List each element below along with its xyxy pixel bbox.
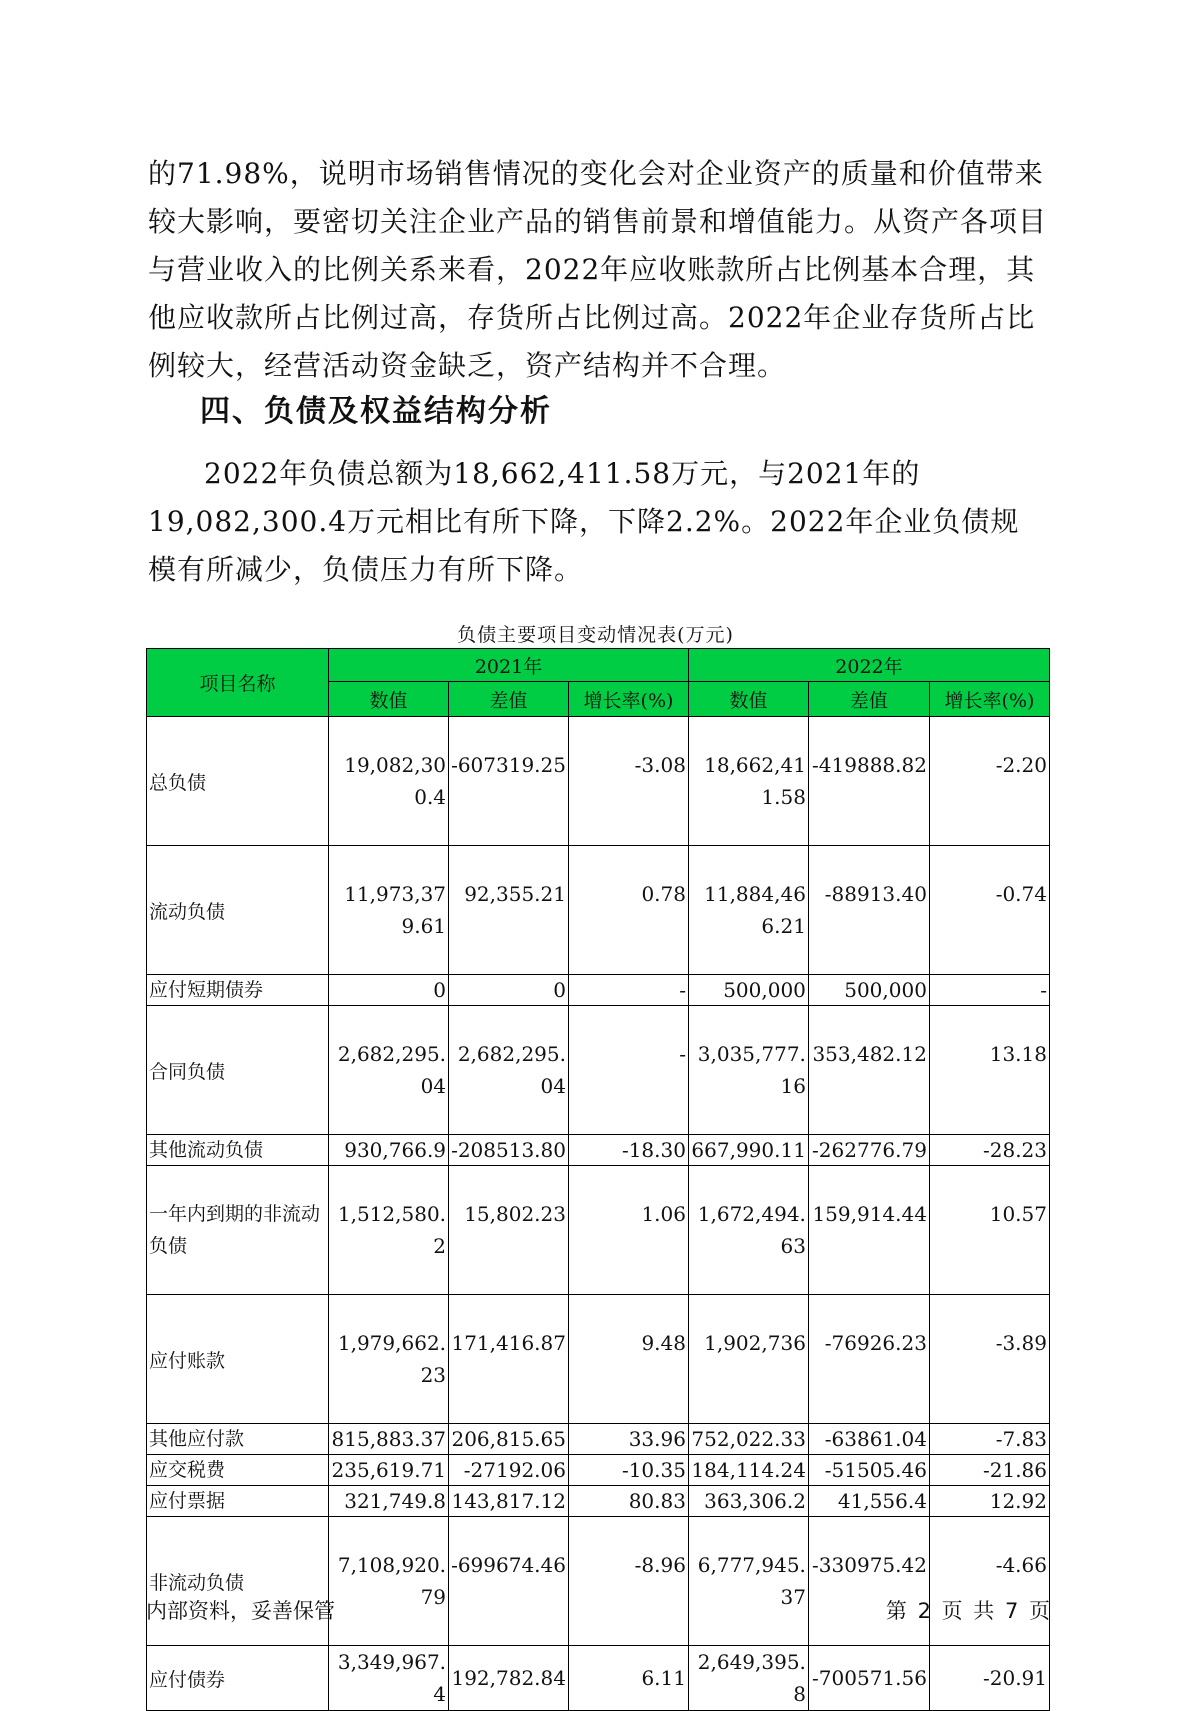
- row-name: 应付票据: [147, 1486, 329, 1517]
- section-heading: 四、负债及权益结构分析: [200, 394, 552, 429]
- table-row: [147, 975, 1050, 1006]
- table-caption: 负债主要项目变动情况表(万元): [457, 624, 734, 646]
- cell-value-2022: 18,662,411.58: [688, 717, 808, 846]
- cell-growth-2022: -4.66: [929, 1517, 1049, 1646]
- cell-growth-2021: 6.11: [568, 1646, 688, 1711]
- cell-diff-2021: 2,682,295.04: [449, 1006, 569, 1135]
- cell-growth-2022: -3.89: [929, 1295, 1049, 1424]
- cell-growth-2021: -18.30: [568, 1135, 688, 1166]
- table-row: [147, 1424, 1050, 1455]
- header-value-2021: 数值: [329, 682, 449, 717]
- cell-value-2021: 3,349,967.4: [329, 1646, 449, 1711]
- header-value-2022: 数值: [688, 682, 808, 717]
- cell-diff-2021: -607319.25: [449, 717, 569, 846]
- header-diff-2021: 差值: [449, 682, 569, 717]
- table-row: [147, 1006, 1050, 1135]
- cell-value-2022: 1,902,736: [688, 1295, 808, 1424]
- row-name: 合同负债: [147, 1006, 329, 1135]
- header-item-name: 项目名称: [147, 649, 329, 717]
- cell-diff-2021: -27192.06: [449, 1455, 569, 1486]
- cell-value-2022: 11,884,466.21: [688, 846, 808, 975]
- cell-value-2021: 815,883.37: [329, 1424, 449, 1455]
- row-name: 应付账款: [147, 1295, 329, 1424]
- cell-diff-2022: -88913.40: [808, 846, 929, 975]
- body-paragraph-2: 2022年负债总额为18,662,411.58万元，与2021年的19,082,300.4万元相比有所下降，下降2.2%。2022年企业负债规模有所减少，负债压力有所下降。: [148, 457, 1020, 586]
- cell-diff-2021: -208513.80: [449, 1135, 569, 1166]
- cell-diff-2022: -262776.79: [808, 1135, 929, 1166]
- row-name: 一年内到期的非流动负债: [147, 1166, 329, 1295]
- row-name: 流动负债: [147, 846, 329, 975]
- cell-value-2021: 235,619.71: [329, 1455, 449, 1486]
- cell-growth-2022: 12.92: [929, 1486, 1049, 1517]
- cell-diff-2021: 192,782.84: [449, 1646, 569, 1711]
- cell-value-2021: 0: [329, 975, 449, 1006]
- row-name: 非流动负债: [147, 1517, 329, 1646]
- cell-value-2022: 667,990.11: [688, 1135, 808, 1166]
- cell-growth-2021: 80.83: [568, 1486, 688, 1517]
- cell-value-2021: 321,749.8: [329, 1486, 449, 1517]
- row-name: 应付债券: [147, 1646, 329, 1711]
- cell-diff-2022: -330975.42: [808, 1517, 929, 1646]
- cell-diff-2021: 15,802.23: [449, 1166, 569, 1295]
- cell-value-2022: 3,035,777.16: [688, 1006, 808, 1135]
- cell-growth-2022: -21.86: [929, 1455, 1049, 1486]
- row-name: 总负债: [147, 717, 329, 846]
- cell-diff-2021: 171,416.87: [449, 1295, 569, 1424]
- cell-growth-2022: -20.91: [929, 1646, 1049, 1711]
- cell-diff-2021: -699674.46: [449, 1517, 569, 1646]
- cell-value-2021: 1,512,580.2: [329, 1166, 449, 1295]
- footer-page-number: 第 2 页 共 7 页: [885, 1599, 1050, 1623]
- cell-value-2022: 500,000: [688, 975, 808, 1006]
- cell-growth-2022: 10.57: [929, 1166, 1049, 1295]
- table-row: [147, 1455, 1050, 1486]
- cell-diff-2022: -419888.82: [808, 717, 929, 846]
- cell-growth-2021: 33.96: [568, 1424, 688, 1455]
- cell-value-2021: 930,766.9: [329, 1135, 449, 1166]
- table-row: [147, 846, 1050, 975]
- cell-diff-2022: -76926.23: [808, 1295, 929, 1424]
- cell-value-2022: 363,306.2: [688, 1486, 808, 1517]
- cell-diff-2022: 159,914.44: [808, 1166, 929, 1295]
- cell-value-2022: 752,022.33: [688, 1424, 808, 1455]
- cell-growth-2022: -2.20: [929, 717, 1049, 846]
- body-paragraph-1: 的71.98%，说明市场销售情况的变化会对企业资产的质量和价值带来较大影响，要密切关注企业产品的销售前景和增值能力。从资产各项目与营业收入的比例关系来看，2022年应收账款所占比例基本合理，其他应收款所占比例过高，存货所占比例过高。2022年企业存货所占比例较大，经营活动资金缺乏，资产结构并不合理。: [148, 157, 1048, 382]
- table-row: [147, 1166, 1050, 1295]
- cell-growth-2021: 9.48: [568, 1295, 688, 1424]
- cell-value-2021: 11,973,379.61: [329, 846, 449, 975]
- cell-value-2022: 1,672,494.63: [688, 1166, 808, 1295]
- cell-diff-2022: 500,000: [808, 975, 929, 1006]
- row-name: 应交税费: [147, 1455, 329, 1486]
- table-row: [147, 1486, 1050, 1517]
- cell-value-2021: 7,108,920.79: [329, 1517, 449, 1646]
- cell-growth-2022: 13.18: [929, 1006, 1049, 1135]
- cell-growth-2021: 0.78: [568, 846, 688, 975]
- cell-value-2021: 19,082,300.4: [329, 717, 449, 846]
- cell-diff-2021: 206,815.65: [449, 1424, 569, 1455]
- header-year-2022: 2022年: [688, 649, 1049, 682]
- header-year-2021: 2021年: [329, 649, 689, 682]
- cell-diff-2022: -63861.04: [808, 1424, 929, 1455]
- header-growth-2021: 增长率(%): [568, 682, 688, 717]
- cell-growth-2022: -7.83: [929, 1424, 1049, 1455]
- cell-value-2021: 1,979,662.23: [329, 1295, 449, 1424]
- cell-diff-2021: 92,355.21: [449, 846, 569, 975]
- table-row: [147, 1135, 1050, 1166]
- table-row: [147, 1517, 1050, 1646]
- cell-diff-2022: 41,556.4: [808, 1486, 929, 1517]
- cell-diff-2022: -51505.46: [808, 1455, 929, 1486]
- header-growth-2022: 增长率(%): [929, 682, 1049, 717]
- cell-diff-2022: 353,482.12: [808, 1006, 929, 1135]
- cell-diff-2021: 143,817.12: [449, 1486, 569, 1517]
- cell-growth-2022: -0.74: [929, 846, 1049, 975]
- footer-confidential-note: 内部资料，妥善保管: [146, 1599, 335, 1623]
- cell-growth-2021: 1.06: [568, 1166, 688, 1295]
- table-row: [147, 1295, 1050, 1424]
- liability-table: [146, 648, 1050, 1711]
- cell-growth-2021: -3.08: [568, 717, 688, 846]
- cell-value-2022: 184,114.24: [688, 1455, 808, 1486]
- cell-value-2022: 6,777,945.37: [688, 1517, 808, 1646]
- row-name: 其他流动负债: [147, 1135, 329, 1166]
- cell-growth-2021: -10.35: [568, 1455, 688, 1486]
- table-row: [147, 717, 1050, 846]
- cell-growth-2021: -8.96: [568, 1517, 688, 1646]
- cell-growth-2022: -28.23: [929, 1135, 1049, 1166]
- cell-growth-2021: -: [568, 975, 688, 1006]
- header-diff-2022: 差值: [808, 682, 929, 717]
- cell-value-2021: 2,682,295.04: [329, 1006, 449, 1135]
- cell-growth-2021: -: [568, 1006, 688, 1135]
- row-name: 应付短期债券: [147, 975, 329, 1006]
- cell-growth-2022: -: [929, 975, 1049, 1006]
- cell-diff-2022: -700571.56: [808, 1646, 929, 1711]
- cell-value-2022: 2,649,395.8: [688, 1646, 808, 1711]
- cell-diff-2021: 0: [449, 975, 569, 1006]
- table-row: [147, 1646, 1050, 1711]
- row-name: 其他应付款: [147, 1424, 329, 1455]
